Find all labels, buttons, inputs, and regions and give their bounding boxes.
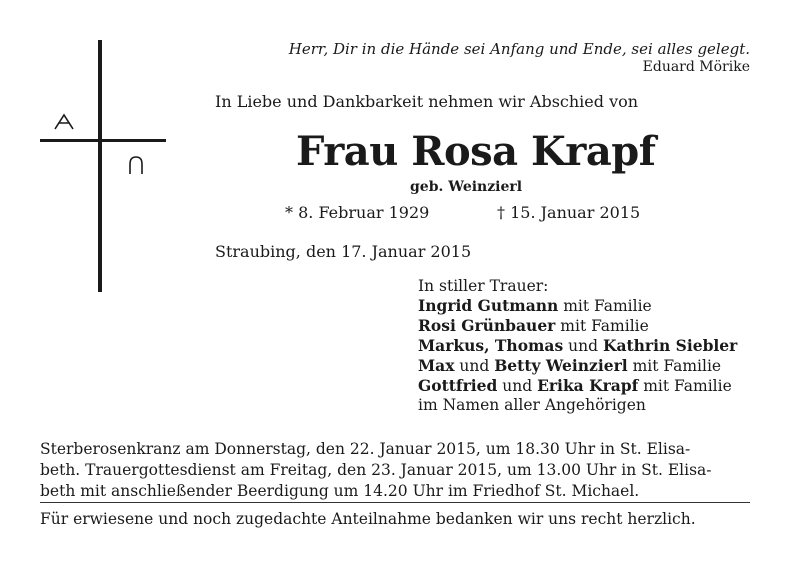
mourner-name: Erika Krapf bbox=[537, 376, 639, 395]
mourner-text: und bbox=[563, 337, 603, 355]
mourners-list bbox=[418, 296, 737, 415]
mourner-name: Ingrid Gutmann bbox=[418, 296, 559, 315]
place-date: Straubing, den 17. Januar 2015 bbox=[215, 242, 472, 261]
motto-quote: Herr, Dir in die Hände sei Anfang und Ende, sei alles gelegt. bbox=[288, 40, 750, 58]
cross-horizontal-bar bbox=[40, 139, 166, 142]
mourner-name: Max bbox=[418, 356, 455, 375]
mourner-line bbox=[418, 296, 737, 316]
motto-author: Eduard Mörike bbox=[642, 59, 750, 75]
thanks-text: Für erwiesene und noch zugedachte Anteilnahme bedanken wir uns recht herzlich. bbox=[40, 510, 696, 528]
mourner-line bbox=[418, 396, 737, 415]
mourner-text: mit Familie bbox=[555, 317, 649, 335]
mourner-line bbox=[418, 336, 737, 356]
intro-text: In Liebe und Dankbarkeit nehmen wir Abschied von bbox=[215, 92, 639, 111]
maiden-name: geb. Weinzierl bbox=[410, 179, 523, 195]
mourner-text: mit Familie bbox=[627, 357, 722, 375]
mourner-text: und bbox=[497, 377, 538, 395]
mourner-name: Kathrin Siebler bbox=[602, 336, 738, 355]
deceased-name: Frau Rosa Krapf bbox=[296, 128, 656, 175]
mourners-heading: In stiller Trauer: bbox=[418, 277, 549, 295]
alpha-icon bbox=[53, 112, 75, 132]
mourner-line bbox=[418, 356, 737, 376]
omega-icon bbox=[128, 155, 144, 175]
mourner-line bbox=[418, 316, 737, 336]
mourner-name: Rosi Grünbauer bbox=[418, 316, 556, 335]
divider bbox=[40, 502, 750, 503]
service-line: beth. Trauergottesdienst am Freitag, den 23. Januar 2015, um 13.00 Uhr in St. Elisa- bbox=[40, 461, 712, 479]
mourner-name: Betty Weinzierl bbox=[494, 356, 628, 375]
mourner-name: Gottfried bbox=[418, 376, 498, 395]
mourner-text: und bbox=[454, 357, 495, 375]
service-details bbox=[40, 439, 750, 502]
mourners-block bbox=[418, 277, 737, 415]
cross-vertical-bar bbox=[98, 40, 102, 292]
mourner-text: im Namen aller Angehörigen bbox=[418, 396, 646, 414]
mourner-text: mit Familie bbox=[558, 297, 652, 315]
birth-date: * 8. Februar 1929 bbox=[285, 203, 430, 222]
mourner-line bbox=[418, 376, 737, 396]
service-line: beth mit anschließender Beerdigung um 14.20 Uhr im Friedhof St. Michael. bbox=[40, 482, 640, 500]
mourner-name: Markus, Thomas bbox=[418, 336, 564, 355]
service-line: Sterberosenkranz am Donnerstag, den 22. Januar 2015, um 18.30 Uhr in St. Elisa- bbox=[40, 440, 691, 458]
death-date: † 15. Januar 2015 bbox=[497, 203, 641, 222]
mourner-text: mit Familie bbox=[638, 377, 732, 395]
